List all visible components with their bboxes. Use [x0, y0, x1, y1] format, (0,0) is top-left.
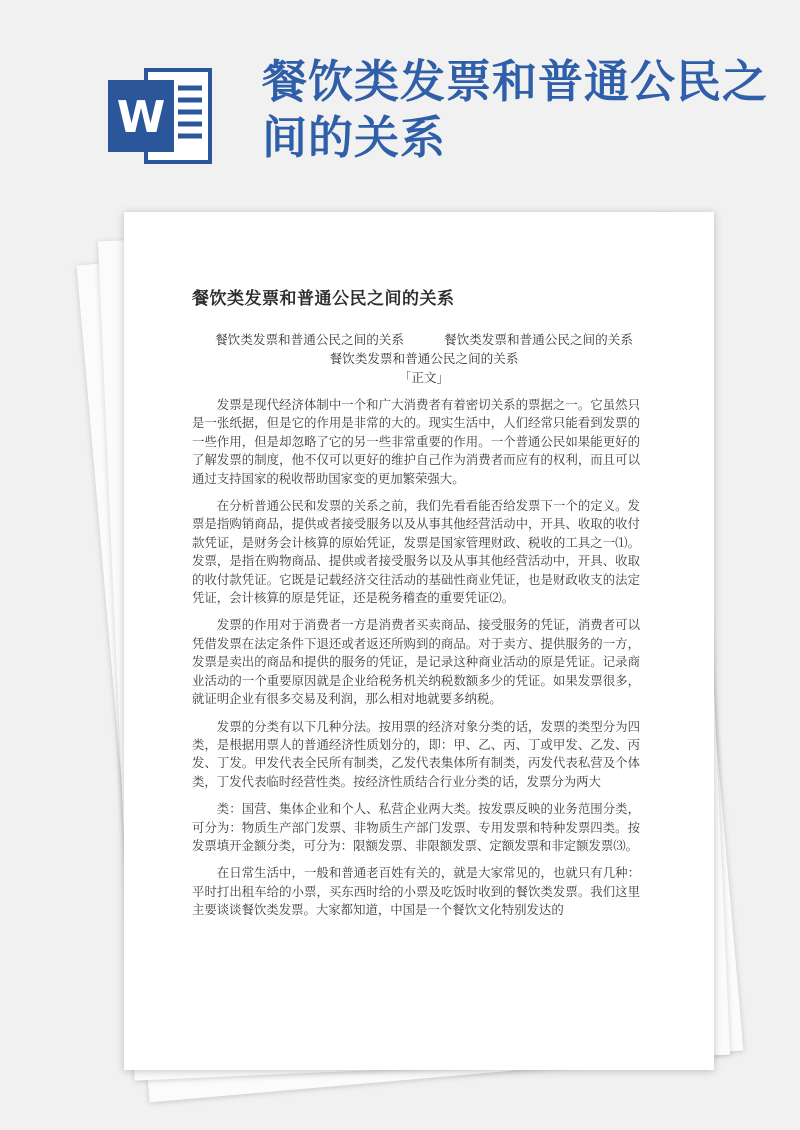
word-document-icon: [108, 62, 214, 170]
document-body: [192, 396, 640, 929]
banner-title: 餐饮类发票和普通公民之间的关系: [262, 55, 769, 164]
paragraph: 类：国营、集体企业和个人、私营企业两大类。按发票反映的业务范围分类，可分为：物质生产部门发票、非物质生产部门发票、专用发票和特种发票四类。按发票填开金额分类，可分为：限额发票、非限额发票、定额发票和非定额发票⑶。: [192, 801, 640, 853]
svg-text:W: W: [116, 92, 166, 143]
document-title: 餐饮类发票和普通公民之间的关系: [192, 289, 455, 309]
paragraph: 发票的分类有以下几种分法。按用票的经济对象分类的话，发票的类型分为四类，是根据用票人的普通经济性质划分的，即：甲、乙、丙、丁或甲发、乙发、丙发、丁发。甲发代表全民所有制类，乙发代表集体所有制类，丙发代表私营及个体类，丁发代表临时经营性类。按经济性质结合行业分类的话，发票分为两大: [192, 718, 640, 789]
document-subtitle: [184, 330, 664, 387]
body-label: 「正文」: [398, 370, 450, 385]
paragraph: 发票是现代经济体制中一个和广大消费者有着密切关系的票据之一。它虽然只是一张纸据，但是它的作用是非常的大的。现实生活中，人们经常只能看到发票的一些作用，但是却忽略了它的另一些非常重要的作用。一个普通公民如果能更好的了解发票的制度，他不仅可以更好的维护自己作为消费者而应有的权利，而且可以通过支持国家的税收帮助国家变的更加繁荣强大。: [192, 397, 640, 486]
subtitle-line: 餐饮类发票和普通公民之间的关系: [329, 351, 519, 366]
subtitle-line: 餐饮类发票和普通公民之间的关系: [444, 332, 633, 347]
paragraph: 在分析普通公民和发票的关系之前，我们先看看能否给发票下一个的定义。发票是指购销商品，提供或者接受服务以及从事其他经营活动中，开具、收取的收付款凭证，是财务会计核算的原始凭证，发票是国家管理财政、税收的工具之一⑴。发票，是指在购物商品、提供或者接受服务以及从事其他经营活动中，开具、收取的收付款凭证。它既是记载经济交往活动的基础性商业凭证，也是财政收支的法定凭证，会计核算的原是凭证，还是税务稽查的重要凭证⑵。: [192, 498, 640, 606]
paragraph: 在日常生活中，一般和普通老百姓有关的，就是大家常见的，也就只有几种：平时打出租车给的小票，买东西时给的小票及吃饭时收到的餐饮类发票。我们这里主要谈谈餐饮类发票。大家都知道，中国是一个餐饮文化特别发达的: [192, 865, 640, 918]
paragraph: 发票的作用对于消费者一方是消费者买卖商品、接受服务的凭证，消费者可以凭借发票在法定条件下退还或者返还所购到的商品。对于卖方、提供服务的一方，发票是卖出的商品和提供的服务的凭证，是记录这种商业活动的原是凭证。记录商业活动的一个重要原因就是企业给税务机关纳税数额多少的凭证。如果发票很多，就证明企业有很多交易及利润，那么相对地就要多纳税。: [192, 617, 640, 707]
subtitle-line: 餐饮类发票和普通公民之间的关系: [215, 332, 404, 347]
document-page: [124, 212, 714, 1070]
